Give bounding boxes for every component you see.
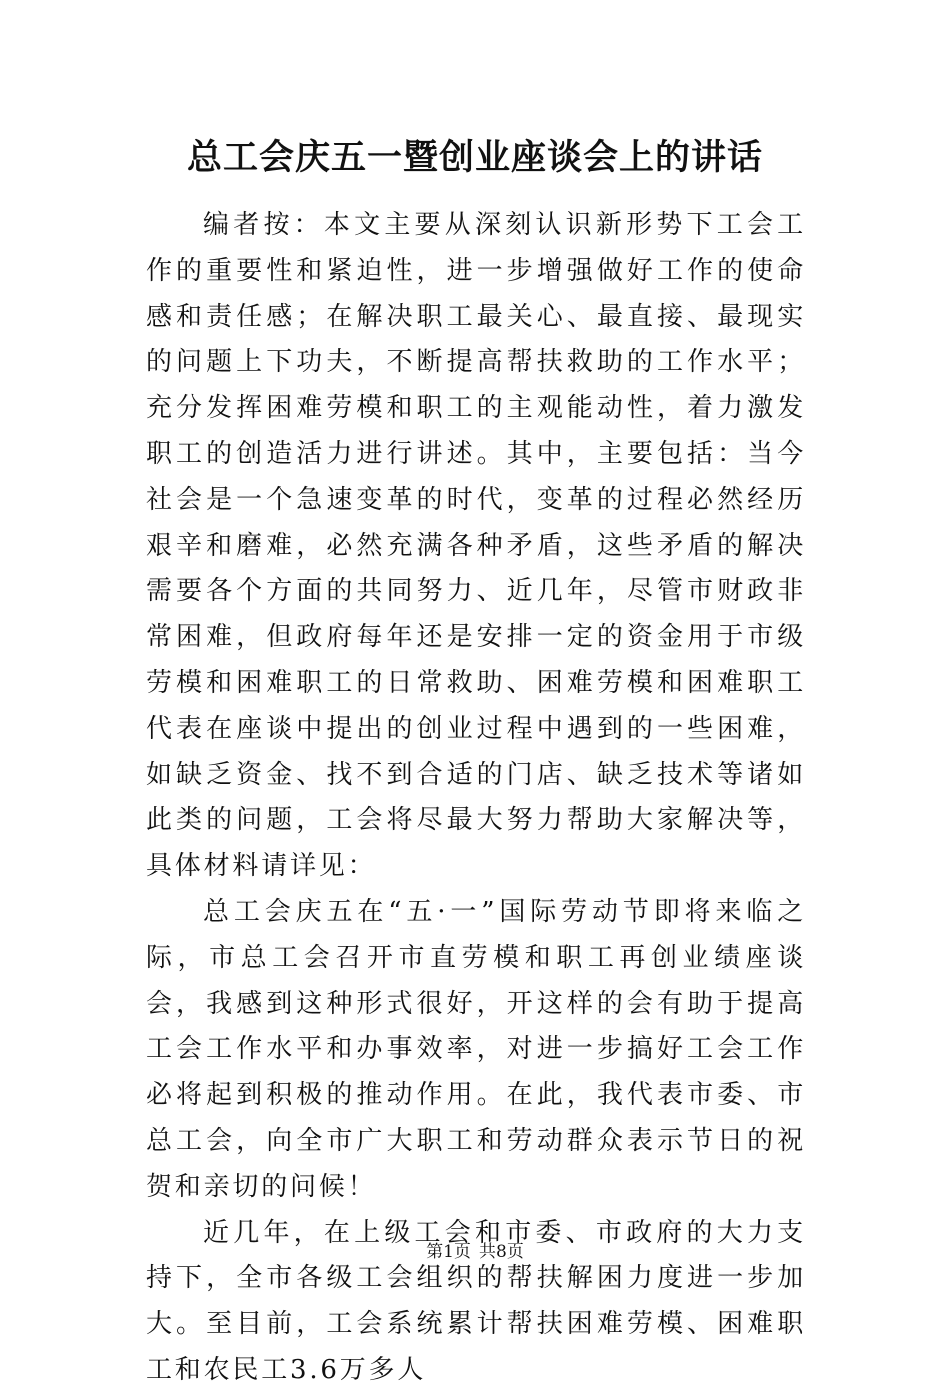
paragraph-progress: 近几年，在上级工会和市委、市政府的大力支持下，全市各级工会组织的帮扶解困力度进一步加大。至目前，工会系统累计帮扶困难劳模、困难职工和农民工3.6万多人: [146, 1217, 806, 1385]
page-footer: [0, 1240, 950, 1264]
paragraph-editor-note: 编者按：本文主要从深刻认识新形势下工会工作的重要性和紧迫性，进一步增强做好工作的使命感和责任感；在解决职工最关心、最直接、最现实的问题上下功夫，不断提高帮扶救助的工作水平；充分发挥困难劳模和职工的主观能动性，着力激发职工的创造活力进行讲述。其中，主要包括：当今社会是一个急速变革的时代，变革的过程必然经历艰辛和磨难，必然充满各种矛盾，这些矛盾的解决需要各个方面的共同努力、近几年，尽管市财政非常困难，但政府每年还是安排一定的资金用于市级劳模和困难职工的日常救助、困难劳模和困难职工代表在座谈中提出的创业过程中遇到的一些困难，如缺乏资金、找不到合适的门店、缺乏技术等诸如此类的问题，工会将尽最大努力帮助大家解决等，具体材料请详见：: [146, 210, 806, 882]
document-body: [146, 203, 806, 1394]
page-total: 共8页: [479, 1242, 524, 1262]
paragraph-opening: 总工会庆五在“五·一”国际劳动节即将来临之际，市总工会召开市直劳模和职工再创业绩座谈会，我感到这种形式很好，开这样的会有助于提高工会工作水平和办事效率，对进一步搞好工会工作必将起到积极的推动作用。在此，我代表市委、市总工会，向全市广大职工和劳动群众表示节日的祝贺和亲切的问候！: [146, 896, 806, 1202]
document-title: 总工会庆五一暨创业座谈会上的讲话: [186, 137, 763, 178]
page-number: 第1页: [426, 1242, 471, 1262]
